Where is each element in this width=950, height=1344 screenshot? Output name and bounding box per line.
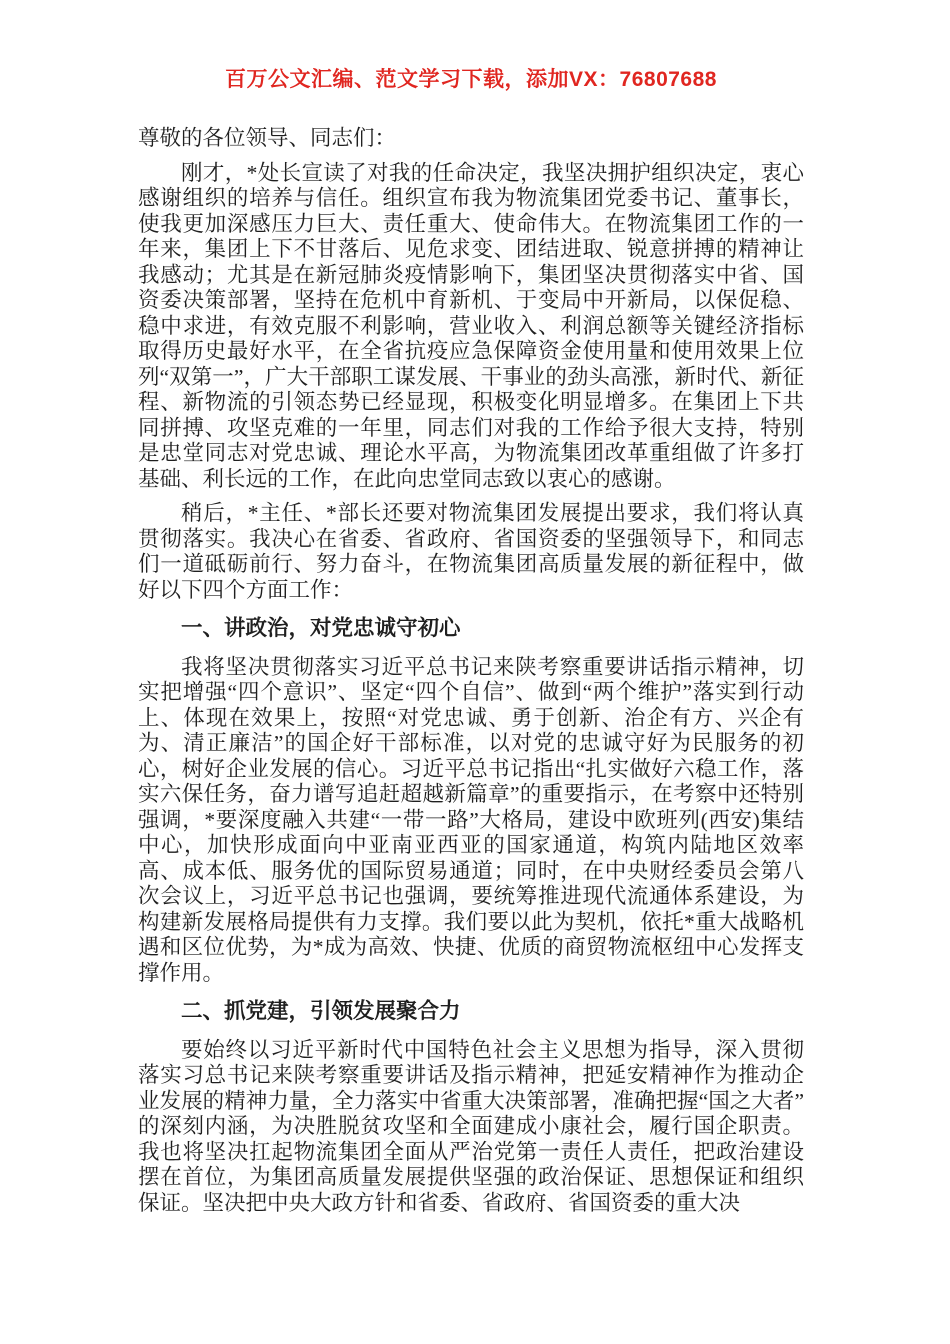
paragraph-appointment: 刚才，*处长宣读了对我的任命决定，我坚决拥护组织决定，衷心感谢组织的培养与信任。组织宣布我为物流集团党委书记、董事长，使我更加深感压力巨大、责任重大、使命伟大。在物流集团工作的一年来，集团上下不甘落后、见危求变、团结进取、锐意拼搏的精神让我感动；尤其是在新冠肺炎疫情影响下，集团坚决贯彻落实中省、国资委决策部署，坚持在危机中育新机、于变局中开新局，以保促稳、稳中求进，有效克服不利影响，营业收入、利润总额等关键经济指标取得历史最好水平，在全省抗疫应急保障资金使用量和使用效果上位列“双第一”，广大干部职工谋发展、干事业的劲头高涨，新时代、新征程、新物流的引领态势已经显现，积极变化明显增多。在集团上下共同拼搏、攻坚克难的一年里，同志们对我的工作给予很大支持，特别是忠堂同志对党忠诚、理论水平高，为物流集团改革重组做了许多打基础、利长远的工作，在此向忠堂同志致以衷心的感谢。 [138, 160, 804, 491]
paragraph-commitment: 稍后，*主任、*部长还要对物流集团发展提出要求，我们将认真贯彻落实。我决心在省委、省政府、省国资委的坚强领导下，和同志们一道砥砺前行、努力奋斗，在物流集团高质量发展的新征程中，做好以下四个方面工作： [138, 501, 804, 602]
paragraph-section-2: 要始终以习近平新时代中国特色社会主义思想为指导，深入贯彻落实习总书记来陕考察重要讲话及指示精神，把延安精神作为推动企业发展的精神力量，全力落实中省重大决策部署，准确把握“国之大者”的深刻内涵，为决胜脱贫攻坚和全面建成小康社会，履行国企职责。我也将坚决扛起物流集团全面从严治党第一责任人责任，把政治建设摆在首位，为集团高质量发展提供坚强的政治保证、思想保证和组织保证。坚决把中央大政方针和省委、省政府、省国资委的重大决 [138, 1037, 804, 1215]
section-heading-2: 二、抓党建，引领发展聚合力 [181, 999, 461, 1023]
section-heading-1: 一、讲政治，对党忠诚守初心 [181, 616, 461, 640]
promo-header: 百万公文汇编、范文学习下载，添加VX：76807688 [225, 68, 717, 91]
paragraph-section-1: 我将坚决贯彻落实习近平总书记来陕考察重要讲话指示精神，切实把增强“四个意识”、坚定“四个自信”、做到“两个维护”落实到行动上、体现在效果上，按照“对党忠诚、勇于创新、治企有方、兴企有为、清正廉洁”的国企好干部标准，以对党的忠诚守好为民服务的初心，树好企业发展的信心。习近平总书记指出“扎实做好六稳工作，落实六保任务，奋力谱写追赶超越新篇章”的重要指示，在考察中还特别强调，*要深度融入共建“一带一路”大格局，建设中欧班列(西安)集结中心，加快形成面向中亚南亚西亚的国家通道，构筑内陆地区效率高、成本低、服务优的国际贸易通道；同时，在中央财经委员会第八次会议上，习近平总书记也强调，要统筹推进现代流通体系建设，为构建新发展格局提供有力支撑。我们要以此为契机，依托*重大战略机遇和区位优势，为*成为高效、快捷、优质的商贸物流枢纽中心发挥支撑作用。 [138, 654, 804, 985]
salutation: 尊敬的各位领导、同志们： [138, 126, 397, 150]
document-body [138, 126, 804, 1216]
